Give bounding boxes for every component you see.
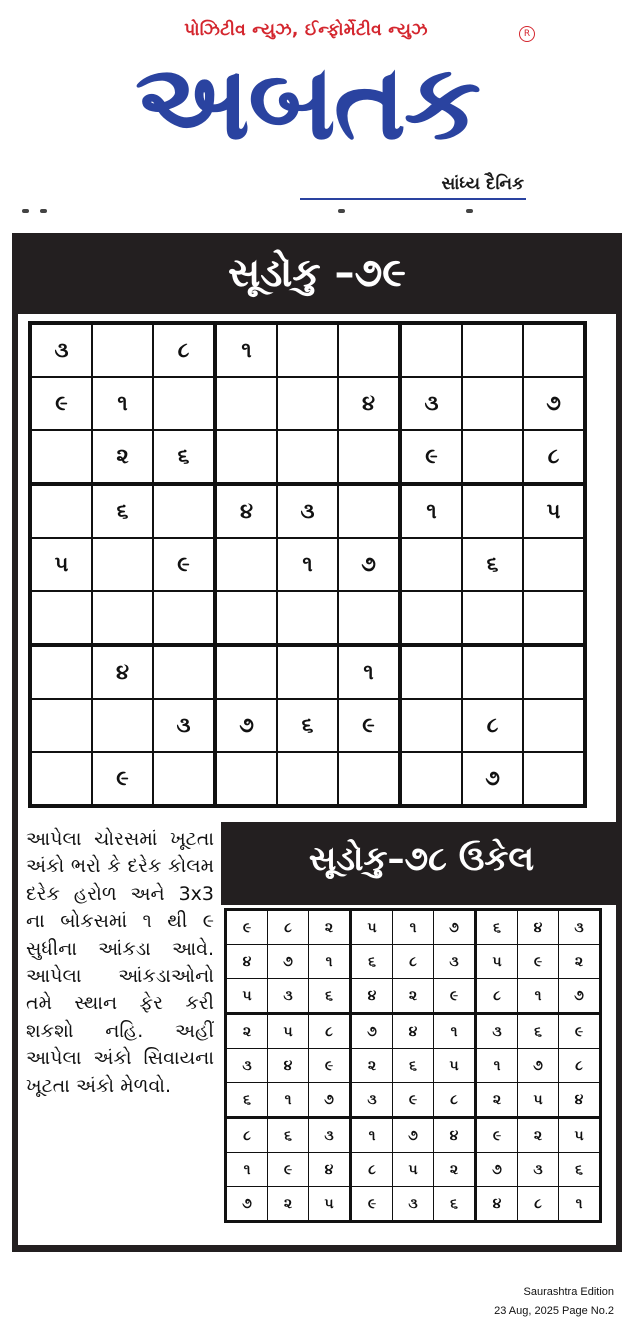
solution-cell: ૬: [434, 1187, 476, 1222]
puzzle-cell: ૬: [92, 484, 153, 538]
solution-cell: ૮: [226, 1118, 268, 1153]
puzzle-cell: ૬: [277, 699, 338, 752]
puzzle-row: [30, 752, 585, 806]
solution-cell: ૪: [351, 979, 393, 1014]
masthead-subtitle: સાંધ્ય દૈનિક: [441, 174, 524, 194]
puzzle-cell: [462, 591, 523, 645]
solution-cell: ૬: [393, 1049, 434, 1083]
puzzle-cell: ૬: [462, 538, 523, 591]
puzzle-cell: [215, 377, 277, 430]
solution-cell: ૫: [476, 945, 518, 979]
instructions-box: [18, 822, 221, 1245]
puzzle-row: [30, 323, 585, 377]
solution-cell: ૫: [393, 1153, 434, 1187]
puzzle-cell: ૯: [92, 752, 153, 806]
newspaper-logo: અબતક: [134, 41, 479, 163]
puzzle-row: [30, 538, 585, 591]
puzzle-row: [30, 645, 585, 699]
clipping-edge: [0, 206, 622, 218]
instructions-text: આપેલા ચોરસમાં ખૂટતા અંકો ભરો કે દરેક કોલમ દરેક હરોળ અને 3x3 ના બોકસમાં ૧ થી ૯ સુધીના આંકડા આવે. આપેલા આંકડાઓનો તમે સ્થાન ફેર કરી શકશો નહિ. અહીં આપેલા અંકો સિવાયના ખૂટતા અંકો મેળવો.: [26, 828, 214, 1097]
puzzle-cell: [523, 323, 585, 377]
puzzle-cell: [400, 323, 462, 377]
solution-cell: ૪: [559, 1083, 601, 1118]
puzzle-cell: [400, 538, 462, 591]
solution-cell: ૨: [476, 1083, 518, 1118]
puzzle-cell: [400, 699, 462, 752]
puzzle-cell: ૯: [338, 699, 400, 752]
edition-info: [494, 1283, 614, 1321]
puzzle-cell: ૪: [92, 645, 153, 699]
solution-cell: ૬: [476, 910, 518, 945]
puzzle-cell: [338, 752, 400, 806]
puzzle-cell: [30, 752, 92, 806]
solution-cell: ૩: [351, 1083, 393, 1118]
solution-cell: ૯: [351, 1187, 393, 1222]
puzzle-cell: [215, 645, 277, 699]
solution-cell: ૬: [351, 945, 393, 979]
puzzle-cell: [338, 484, 400, 538]
puzzle-cell: ૭: [462, 752, 523, 806]
solution-cell: ૪: [476, 1187, 518, 1222]
solution-cell: ૭: [226, 1187, 268, 1222]
puzzle-cell: ૮: [462, 699, 523, 752]
puzzle-cell: [338, 430, 400, 484]
solution-cell: ૧: [518, 979, 559, 1014]
puzzle-cell: [400, 645, 462, 699]
puzzle-cell: ૬: [153, 430, 215, 484]
solution-cell: ૬: [559, 1153, 601, 1187]
solution-cell: ૧: [559, 1187, 601, 1222]
puzzle-cell: [462, 430, 523, 484]
solution-cell: ૯: [559, 1014, 601, 1049]
subtitle-underline: [300, 198, 526, 200]
puzzle-cell: ૭: [215, 699, 277, 752]
solution-box: [221, 905, 616, 1245]
puzzle-cell: [153, 377, 215, 430]
puzzle-cell: ૪: [338, 377, 400, 430]
puzzle-cell: ૩: [277, 484, 338, 538]
puzzle-cell: [523, 645, 585, 699]
solution-cell: ૭: [393, 1118, 434, 1153]
solution-cell: ૪: [434, 1118, 476, 1153]
solution-title: સૂડોકુ–૭૮ ઉકેલ: [308, 839, 535, 879]
puzzle-cell: [92, 699, 153, 752]
solution-cell: ૪: [309, 1153, 351, 1187]
puzzle-cell: [462, 484, 523, 538]
puzzle-cell: [30, 430, 92, 484]
solution-cell: ૫: [351, 910, 393, 945]
solution-cell: ૯: [226, 910, 268, 945]
solution-cell: ૮: [393, 945, 434, 979]
puzzle-cell: ૩: [153, 699, 215, 752]
puzzle-cell: [153, 484, 215, 538]
puzzle-cell: [338, 591, 400, 645]
puzzle-cell: [215, 591, 277, 645]
masthead-tagline: પોઝિટીવ ન્યુઝ, ઈન્ફોર્મેટીવ ન્યુઝ: [184, 20, 428, 40]
solution-cell: ૫: [268, 1014, 309, 1049]
solution-cell: ૬: [518, 1014, 559, 1049]
puzzle-cell: ૮: [153, 323, 215, 377]
solution-cell: ૧: [309, 945, 351, 979]
edition-name: Saurashtra Edition: [523, 1286, 614, 1298]
puzzle-box: [18, 314, 616, 822]
solution-row: [226, 945, 601, 979]
puzzle-cell: [277, 591, 338, 645]
puzzle-cell: [277, 377, 338, 430]
solution-cell: ૨: [518, 1118, 559, 1153]
solution-cell: ૫: [518, 1083, 559, 1118]
solution-cell: ૯: [476, 1118, 518, 1153]
puzzle-cell: [277, 645, 338, 699]
puzzle-cell: [215, 430, 277, 484]
puzzle-cell: [462, 323, 523, 377]
puzzle-cell: ૮: [523, 430, 585, 484]
solution-row: [226, 1014, 601, 1049]
solution-cell: ૨: [351, 1049, 393, 1083]
solution-row: [226, 1049, 601, 1083]
puzzle-cell: [153, 591, 215, 645]
solution-row: [226, 1118, 601, 1153]
puzzle-cell: [153, 645, 215, 699]
puzzle-cell: ૯: [153, 538, 215, 591]
puzzle-cell: ૯: [400, 430, 462, 484]
solution-cell: ૮: [434, 1083, 476, 1118]
solution-cell: ૮: [518, 1187, 559, 1222]
puzzle-cell: ૭: [523, 377, 585, 430]
solution-cell: ૯: [393, 1083, 434, 1118]
solution-cell: ૧: [268, 1083, 309, 1118]
puzzle-cell: [277, 430, 338, 484]
puzzle-title: સૂડોકુ –૭૯: [227, 250, 406, 296]
puzzle-cell: [215, 752, 277, 806]
puzzle-cell: [153, 752, 215, 806]
solution-cell: ૮: [268, 910, 309, 945]
puzzle-cell: [30, 699, 92, 752]
puzzle-cell: [462, 377, 523, 430]
puzzle-cell: [30, 591, 92, 645]
puzzle-cell: ૧: [92, 377, 153, 430]
puzzle-cell: [523, 752, 585, 806]
puzzle-cell: [338, 323, 400, 377]
puzzle-cell: [523, 591, 585, 645]
solution-cell: ૫: [226, 979, 268, 1014]
puzzle-cell: [523, 538, 585, 591]
puzzle-cell: ૨: [92, 430, 153, 484]
puzzle-row: [30, 591, 585, 645]
puzzle-cell: ૩: [400, 377, 462, 430]
solution-cell: ૩: [476, 1014, 518, 1049]
solution-cell: ૪: [226, 945, 268, 979]
solution-cell: ૫: [434, 1049, 476, 1083]
solution-cell: ૭: [518, 1049, 559, 1083]
solution-row: [226, 910, 601, 945]
solution-cell: ૩: [226, 1049, 268, 1083]
solution-cell: ૧: [393, 910, 434, 945]
puzzle-cell: ૩: [30, 323, 92, 377]
solution-cell: ૪: [518, 910, 559, 945]
puzzle-row: [30, 484, 585, 538]
puzzle-cell: ૫: [30, 538, 92, 591]
puzzle-cell: ૯: [30, 377, 92, 430]
puzzle-cell: [215, 538, 277, 591]
solution-cell: ૨: [226, 1014, 268, 1049]
puzzle-cell: [277, 323, 338, 377]
puzzle-cell: [92, 591, 153, 645]
solution-row: [226, 979, 601, 1014]
solution-cell: ૬: [268, 1118, 309, 1153]
solution-cell: ૯: [518, 945, 559, 979]
solution-cell: ૩: [268, 979, 309, 1014]
solution-cell: ૮: [351, 1153, 393, 1187]
puzzle-cell: [400, 591, 462, 645]
puzzle-cell: [30, 645, 92, 699]
solution-row: [226, 1187, 601, 1222]
puzzle-cell: [277, 752, 338, 806]
solution-cell: ૧: [476, 1049, 518, 1083]
puzzle-cell: [92, 538, 153, 591]
puzzle-cell: [30, 484, 92, 538]
solution-cell: ૩: [393, 1187, 434, 1222]
solution-cell: ૩: [518, 1153, 559, 1187]
registered-mark: R: [519, 26, 535, 42]
puzzle-cell: ૧: [338, 645, 400, 699]
sudoku-puzzle-grid: [28, 321, 587, 808]
puzzle-cell: ૪: [215, 484, 277, 538]
solution-cell: ૪: [268, 1049, 309, 1083]
solution-cell: ૧: [226, 1153, 268, 1187]
puzzle-row: [30, 377, 585, 430]
solution-cell: ૫: [559, 1118, 601, 1153]
edition-date-page: 23 Aug, 2025 Page No.2: [494, 1305, 614, 1317]
solution-cell: ૯: [434, 979, 476, 1014]
solution-cell: ૭: [268, 945, 309, 979]
puzzle-cell: ૧: [277, 538, 338, 591]
solution-cell: ૭: [309, 1083, 351, 1118]
solution-cell: ૮: [559, 1049, 601, 1083]
solution-cell: ૧: [351, 1118, 393, 1153]
solution-cell: ૯: [268, 1153, 309, 1187]
solution-cell: ૭: [559, 979, 601, 1014]
puzzle-row: [30, 699, 585, 752]
puzzle-cell: [523, 699, 585, 752]
puzzle-cell: ૫: [523, 484, 585, 538]
puzzle-cell: ૭: [338, 538, 400, 591]
puzzle-cell: ૧: [400, 484, 462, 538]
solution-cell: ૫: [309, 1187, 351, 1222]
puzzle-cell: [462, 645, 523, 699]
solution-cell: ૭: [476, 1153, 518, 1187]
solution-cell: ૨: [393, 979, 434, 1014]
sudoku-panel: [12, 233, 622, 1252]
solution-cell: ૩: [309, 1118, 351, 1153]
masthead: [0, 0, 622, 215]
solution-cell: ૬: [226, 1083, 268, 1118]
solution-row: [226, 1153, 601, 1187]
solution-cell: ૨: [309, 910, 351, 945]
solution-cell: ૭: [351, 1014, 393, 1049]
solution-cell: ૭: [434, 910, 476, 945]
solution-cell: ૩: [559, 910, 601, 945]
puzzle-row: [30, 430, 585, 484]
solution-cell: ૧: [434, 1014, 476, 1049]
solution-cell: ૮: [476, 979, 518, 1014]
solution-cell: ૨: [559, 945, 601, 979]
solution-row: [226, 1083, 601, 1118]
solution-cell: ૮: [309, 1014, 351, 1049]
solution-cell: ૯: [309, 1049, 351, 1083]
sudoku-solution-grid: [224, 908, 602, 1223]
solution-cell: ૨: [268, 1187, 309, 1222]
solution-cell: ૩: [434, 945, 476, 979]
solution-cell: ૪: [393, 1014, 434, 1049]
puzzle-cell: [400, 752, 462, 806]
solution-cell: ૬: [309, 979, 351, 1014]
puzzle-cell: [92, 323, 153, 377]
solution-cell: ૨: [434, 1153, 476, 1187]
puzzle-cell: ૧: [215, 323, 277, 377]
